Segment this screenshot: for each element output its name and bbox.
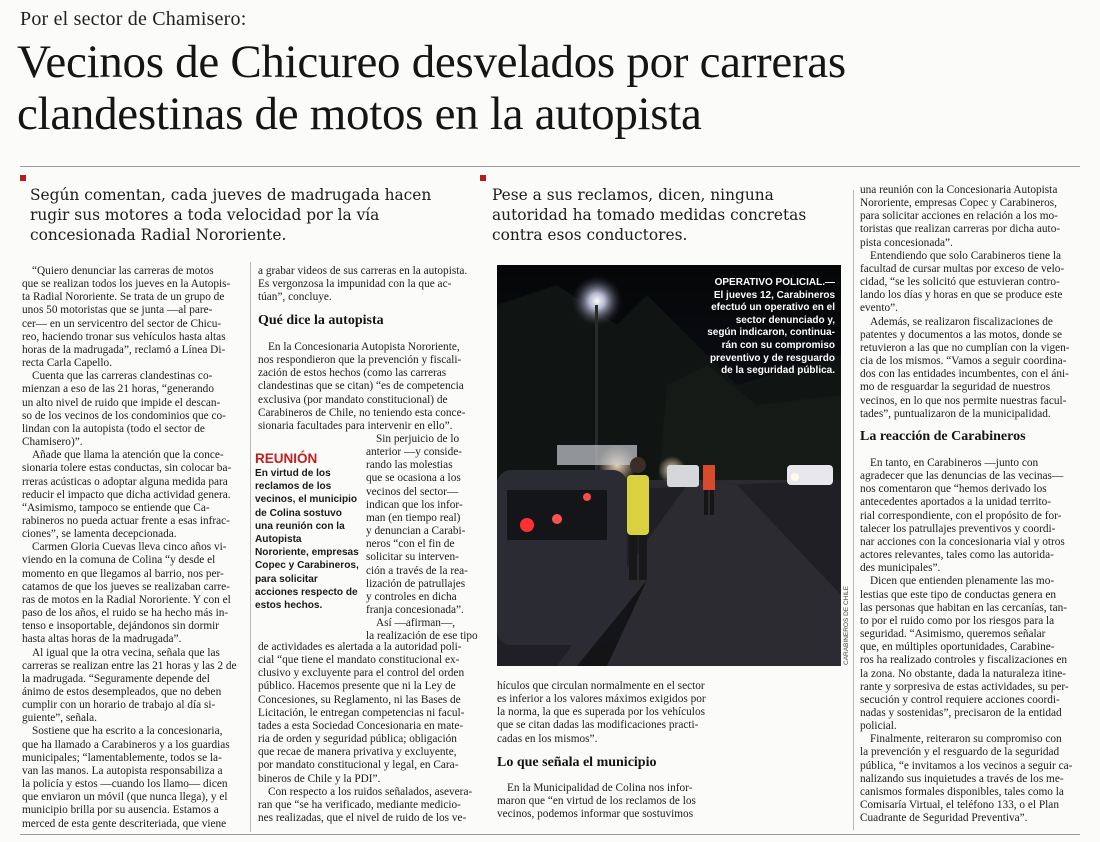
headline-line: clandestinas de motos en la autopista	[17, 88, 702, 140]
text-line: franja concesionada”.	[366, 604, 464, 617]
article-column-2-bottom	[258, 641, 486, 825]
text-line: ta Radial Nororiente. Se trata de un grupo de	[22, 291, 225, 304]
text-line: Carabineros de Chile, no teniendo esta conce-	[258, 406, 466, 419]
text-line: Además, se realizaron fiscalizaciones de	[870, 315, 1053, 328]
article-column-1	[22, 265, 246, 831]
text-line: lindan con la autopista (todo el sector de	[22, 422, 205, 435]
text-line: la zona. No obstante, dada la naturaleza itine-	[860, 667, 1067, 680]
text-line: policial.	[860, 720, 897, 733]
text-line: rial correspondiente, con el propósito de for-	[860, 509, 1062, 522]
text-line: mo de resguardar la seguridad de nuestros	[860, 381, 1051, 394]
text-line: Chamisero)”.	[22, 436, 83, 449]
text-line: Entendiendo que solo Carabineros tiene la	[870, 249, 1062, 262]
deck-line: rugir sus motores a toda velocidad por la vía	[30, 206, 380, 224]
text-line: vecinos, podemos informar que sostuvimos	[497, 808, 694, 821]
text-line: dos con las entidades incumbentes, con el áni-	[860, 368, 1069, 381]
bullet-marker	[20, 175, 26, 181]
caption-line: preventivo y de resguardo	[709, 352, 835, 364]
photo-credit: CARABINEROS DE CHILE	[843, 585, 850, 665]
text-line: secución y control requiere acciones coordi-	[860, 693, 1060, 706]
text-line: toristas que realizan carreras por dicha auto-	[860, 223, 1061, 236]
text-line: que enviaron un móvil (que nunca llega), y el	[22, 791, 228, 804]
bottom-rule	[20, 834, 1080, 835]
text-line: lando los días y horas en que se produce este	[860, 289, 1063, 302]
text-line: la prevención y el resguardo de la seguridad	[860, 746, 1060, 759]
text-line: que se citan dadas las modificaciones practi-	[497, 719, 699, 732]
text-line: tades a esta Sociedad Concesionaria en mate-	[258, 719, 464, 732]
text-line: público. Hacemos presente que ni la Ley de	[258, 680, 456, 693]
text-line: cial “que tiene el mandato constitucional ex-	[258, 654, 460, 667]
text-line: catamos de que los jueves se realizaban carre-	[22, 580, 230, 593]
deck-line: autoridad ha tomado medidas concretas	[492, 206, 807, 224]
text-line: túan”, concluye.	[258, 291, 332, 304]
text-line: neros “con el fin de	[366, 538, 455, 551]
text-line: lización de patrullajes	[366, 577, 466, 590]
subhead-carabineros: La reacción de Carabineros	[860, 429, 1026, 444]
info-box-line: de Colina sostuvo	[255, 507, 342, 519]
column-rule	[853, 190, 854, 830]
photo-caption	[685, 277, 835, 378]
text-line: mienzan a eso de las 21 horas, “generando	[22, 383, 214, 396]
text-line: sionaria tolere estas conductas, sin colocar ba-	[22, 462, 232, 475]
info-box-line: reclamos de los	[255, 481, 332, 493]
info-box-line: Autopista	[255, 534, 302, 546]
text-line: clandestinas que se citan) “es de competencia	[258, 380, 464, 393]
caption-line: de la seguridad pública.	[721, 365, 835, 377]
text-line: rando las molestias	[366, 459, 453, 472]
text-line: horas de la madrugada”, reclamó a Línea Di-	[22, 343, 226, 356]
text-line: unos 50 motoristas que se junta —al pare-	[22, 304, 213, 317]
text-line: guiente”, señala.	[22, 712, 97, 725]
text-line: rabineros no pueda actuar frente a esas infrac-	[22, 514, 230, 527]
caption-line: efectuó un operativo en el	[711, 302, 835, 314]
text-line: por mandato constitucional y legal, en Cara-	[258, 759, 459, 772]
text-line: carreras se realizan entre las 21 horas y las 2 de	[22, 659, 237, 672]
text-line: a grabar videos de sus carreras en la autopista.	[258, 265, 468, 277]
text-line: Concesiones, su Reglamento, ni las Bases de	[258, 693, 461, 706]
text-line: la policía y estos —cuando los llamo— dicen	[22, 778, 228, 791]
text-line: indican que los infor-	[366, 498, 463, 511]
text-line: pista concesionada”.	[860, 236, 953, 249]
kicker: Por el sector de Chamisero:	[20, 8, 247, 30]
article-column-3-end	[497, 782, 841, 821]
text-line: tenso e insoportable, dejándonos sin dormir	[22, 620, 220, 633]
text-line: nes realizadas, que el nivel de ruido de los ve-	[258, 812, 467, 825]
text-line: maron que “en virtud de los reclamos de los	[497, 795, 696, 808]
text-line: que ha llamado a Carabineros y a los guardias	[22, 738, 230, 751]
text-line: des municipales”.	[860, 562, 941, 575]
text-line: un alto nivel de ruido que impide el descan-	[22, 396, 221, 409]
text-line: Licitación, le entregan competencias ni facul-	[258, 706, 465, 719]
text-line: sionaria facultades para intervenir en ello”.	[258, 419, 453, 432]
info-box-line: para solicitar	[255, 573, 318, 585]
text-line: Comisaría Virtual, el teléfono 133, o el Plan	[860, 799, 1059, 812]
text-line: ras de motos en la Radial Nororiente. Y con el	[22, 593, 231, 606]
info-box-body	[255, 467, 359, 612]
text-line: Finalmente, reiteraron su compromiso con	[870, 733, 1062, 746]
text-line: paso de los años, el ruido se ha hecho más in-	[22, 607, 229, 620]
article-column-2-mid	[258, 341, 486, 433]
text-line: y controles en dicha	[366, 590, 457, 603]
text-line: Dicen que entienden plenamente las mo-	[870, 575, 1055, 588]
text-line: viendo en la comuna de Colina “y desde el	[22, 554, 216, 567]
article-column-4-top	[860, 184, 1085, 421]
subhead-autopista: Qué dice la autopista	[258, 313, 384, 328]
text-line: la norma, la que es superada por los vehículos	[497, 706, 705, 719]
text-line: so de los vecinos de los condominios que co-	[22, 409, 226, 422]
text-line: nadas y sostenidas”, precisaron de la entidad	[860, 706, 1062, 719]
text-line: cumplir con un horario de trabajo al día si-	[22, 699, 216, 712]
text-line: “Quiero denunciar las carreras de motos	[32, 265, 214, 277]
text-line: Nororiente, empresas Copec y Carabineros,	[860, 197, 1058, 210]
text-line: la realización de ese tipo	[366, 630, 478, 643]
text-line: ción a través de la rea-	[366, 564, 468, 577]
article-column-3	[497, 680, 841, 746]
text-line: patentes y documentos a las motos, donde se	[860, 328, 1063, 341]
headline-line: Vecinos de Chicureo desvelados por carreras	[17, 36, 846, 88]
text-line: Es vergonzosa la impunidad con la que ac-	[258, 278, 452, 291]
text-line: tades”, puntualizaron de la municipalidad.	[860, 407, 1051, 420]
text-line: Carmen Gloria Cuevas lleva cinco años vi-	[32, 541, 227, 554]
text-line: agradecer que las denuncias de las vecinas—	[860, 470, 1064, 483]
deck-line: Según comentan, cada jueves de madrugada hacen	[30, 186, 432, 204]
info-box-line: estos hechos.	[255, 600, 323, 612]
text-line: “Asimismo, tampoco se entiende que Ca-	[22, 501, 210, 514]
text-line: cadas en los mismos”.	[497, 732, 598, 745]
text-line: hículos que circulan normalmente en el sector	[497, 680, 705, 692]
caption-line: El jueves 12, Carabineros	[713, 289, 835, 301]
text-line: municipio brilla por su ausencia. Estamos a	[22, 804, 219, 817]
text-line: pública, “e invitamos a los vecinos a seguir ca-	[860, 759, 1073, 772]
deck-right	[492, 185, 806, 245]
bullet-marker	[480, 175, 486, 181]
text-line: canismos formales disponibles, tales como la	[860, 785, 1064, 798]
info-box-line: una reunión con la	[255, 520, 345, 532]
text-line: ran que “se ha verificado, mediante medicio-	[258, 798, 461, 811]
text-line: de actividades es alertada a la autoridad poli-	[258, 641, 462, 653]
text-line: merced de esta gente descriteriada, que viene	[22, 817, 227, 830]
caption-line: sector denunciado y,	[735, 314, 835, 326]
text-line: para solicitar acciones en relación a los mo-	[860, 210, 1058, 223]
text-line: anterior —y conside-	[366, 446, 462, 459]
text-line: lestias que este tipo de conductas genera en	[860, 588, 1057, 601]
text-line: la madrugada. “Seguramente depende del	[22, 672, 210, 685]
text-line: cidad, “se les solicitó que estuvieran contro-	[860, 276, 1060, 289]
text-line: rante y sorpresiva de estas actividades, su per-	[860, 680, 1069, 693]
text-line: las personas que habitan en las cercanías, tan-	[860, 601, 1068, 614]
text-line: nos comentaron que “hemos derivado los	[860, 483, 1047, 496]
text-line: solicitar su interven-	[366, 551, 459, 564]
text-line: seguridad. “Asimismo, queremos señalar	[860, 628, 1046, 641]
headline	[17, 36, 1087, 140]
deck-line: contra esos conductores.	[492, 226, 688, 244]
text-line: clusivo y excluyente para el control del orden	[258, 667, 465, 680]
text-line: ciones”, se lamenta decepcionada.	[22, 528, 177, 541]
text-line: Así —afirman—,	[376, 617, 456, 630]
text-line: to por el ruido como por los riesgos para la	[860, 614, 1055, 627]
deck-line: Pese a sus reclamos, dicen, ninguna	[492, 186, 774, 204]
text-line: vecinos, en lo que nos permite nuestras facul-	[860, 394, 1067, 407]
text-line: recta Carla Capello.	[22, 357, 113, 370]
article-column-2-top	[258, 265, 486, 304]
text-line: ánimo de estos desempleados, que no deben	[22, 686, 222, 698]
text-line: Cuadrante de Seguridad Preventiva”.	[860, 812, 1028, 825]
info-box-line: En virtud de los	[255, 468, 331, 479]
info-box-line: Nororiente, empresas	[255, 547, 359, 559]
text-line: nar acciones con la concesionaria vial y otros	[860, 535, 1065, 548]
caption-line: según indicaron, continua-	[707, 327, 835, 339]
text-line: Sin perjuicio de lo	[376, 433, 460, 445]
caption-line: OPERATIVO POLICIAL.—	[714, 277, 835, 288]
text-line: Cuenta que las carreras clandestinas co-	[32, 370, 213, 383]
text-line: hasta altas horas de la madrugada”.	[22, 633, 182, 646]
subhead-municipio: Lo que señala el municipio	[497, 755, 657, 770]
text-line: exclusiva (por mandato constitucional) de	[258, 393, 448, 406]
top-rule	[20, 166, 1080, 167]
deck-left	[30, 185, 431, 245]
text-line: que recae de manera privativa y excluyente,	[258, 746, 457, 759]
column-rule	[250, 262, 251, 832]
text-line: cer— en un servicentro del sector de Chicu-	[22, 317, 222, 330]
info-box-line: Copec y Carabineros,	[255, 560, 359, 572]
text-line: reo, haciendo tronar sus vehículos hasta altas	[22, 330, 226, 343]
text-line: cia de los mismos. “Vamos a seguir coordina-	[860, 355, 1067, 368]
text-line: En la Municipalidad de Colina nos infor-	[507, 782, 693, 794]
text-line: y denuncian a Carabi-	[366, 525, 466, 538]
text-line: nalizando sus inquietudes a través de los me-	[860, 772, 1064, 785]
text-line: zación de estos hechos (como las carreras	[258, 367, 447, 380]
info-box-line: acciones respecto de	[255, 586, 358, 598]
text-line: es inferior a los valores máximos exigidos por	[497, 693, 706, 706]
text-line: momento en que llegamos al barrio, nos per-	[22, 567, 224, 580]
text-line: van las manos. La autopista responsabiliza a	[22, 764, 223, 777]
text-line: actores relevantes, tales como las autorida-	[860, 549, 1054, 562]
text-line: una reunión con la Concesionaria Autopista	[860, 184, 1058, 196]
info-box-line: vecinos, el municipio	[255, 494, 358, 506]
text-line: Sostiene que ha escrito a la concesionaria,	[32, 725, 223, 738]
text-line: municipales; “lamentablemente, todos se la-	[22, 751, 222, 764]
text-line: talecer los patrullajes preventivos y coordi-	[860, 522, 1056, 535]
caption-line: rán con su compromiso	[721, 339, 835, 351]
text-line: En la Concesionaria Autopista Nororiente,	[268, 341, 460, 353]
text-line: vecinos del sector—	[366, 485, 459, 498]
text-line: facultad de cursar multas por exceso de velo-	[860, 262, 1065, 275]
text-line: nos respondieron que la prevención y fiscali-	[258, 354, 462, 367]
text-line: retuvieron a las que no cumplían con la vigen-	[860, 341, 1070, 354]
text-line: reducir el impacto que dicha actividad genera.	[22, 488, 231, 501]
police-operation-photo	[497, 265, 841, 666]
text-line: Al igual que la otra vecina, señala que las	[32, 646, 220, 659]
text-line: bineros de Chile y la PDI”.	[258, 772, 381, 785]
text-line: Con respecto a los ruidos señalados, asevera-	[268, 785, 473, 798]
text-line: que, en múltiples oportunidades, Carabine-	[860, 641, 1055, 654]
article-column-2-narrow	[366, 433, 486, 644]
text-line: Añade que llama la atención que la conce-	[32, 449, 224, 462]
info-box-reunion	[255, 451, 359, 612]
deck-line: concesionada Radial Nororiente.	[30, 226, 287, 244]
text-line: ria de orden y seguridad pública; obligación	[258, 733, 457, 746]
text-line: que se ocasiona a los	[366, 472, 461, 485]
text-line: antecedentes aportados a la unidad territo-	[860, 496, 1052, 509]
text-line: ros ha realizado controles y fiscalizaciones en	[860, 654, 1068, 667]
text-line: man (en tiempo real)	[366, 511, 461, 524]
text-line: evento”.	[860, 302, 898, 315]
text-line: En tanto, en Carabineros —junto con	[870, 457, 1039, 469]
text-line: que se realizan todos los jueves en la Autopis-	[22, 278, 231, 291]
article-column-4-bottom	[860, 457, 1085, 825]
text-line: rreras acústicas o adoptar alguna medida para	[22, 475, 228, 488]
info-box-title: REUNIÓN	[255, 451, 318, 466]
